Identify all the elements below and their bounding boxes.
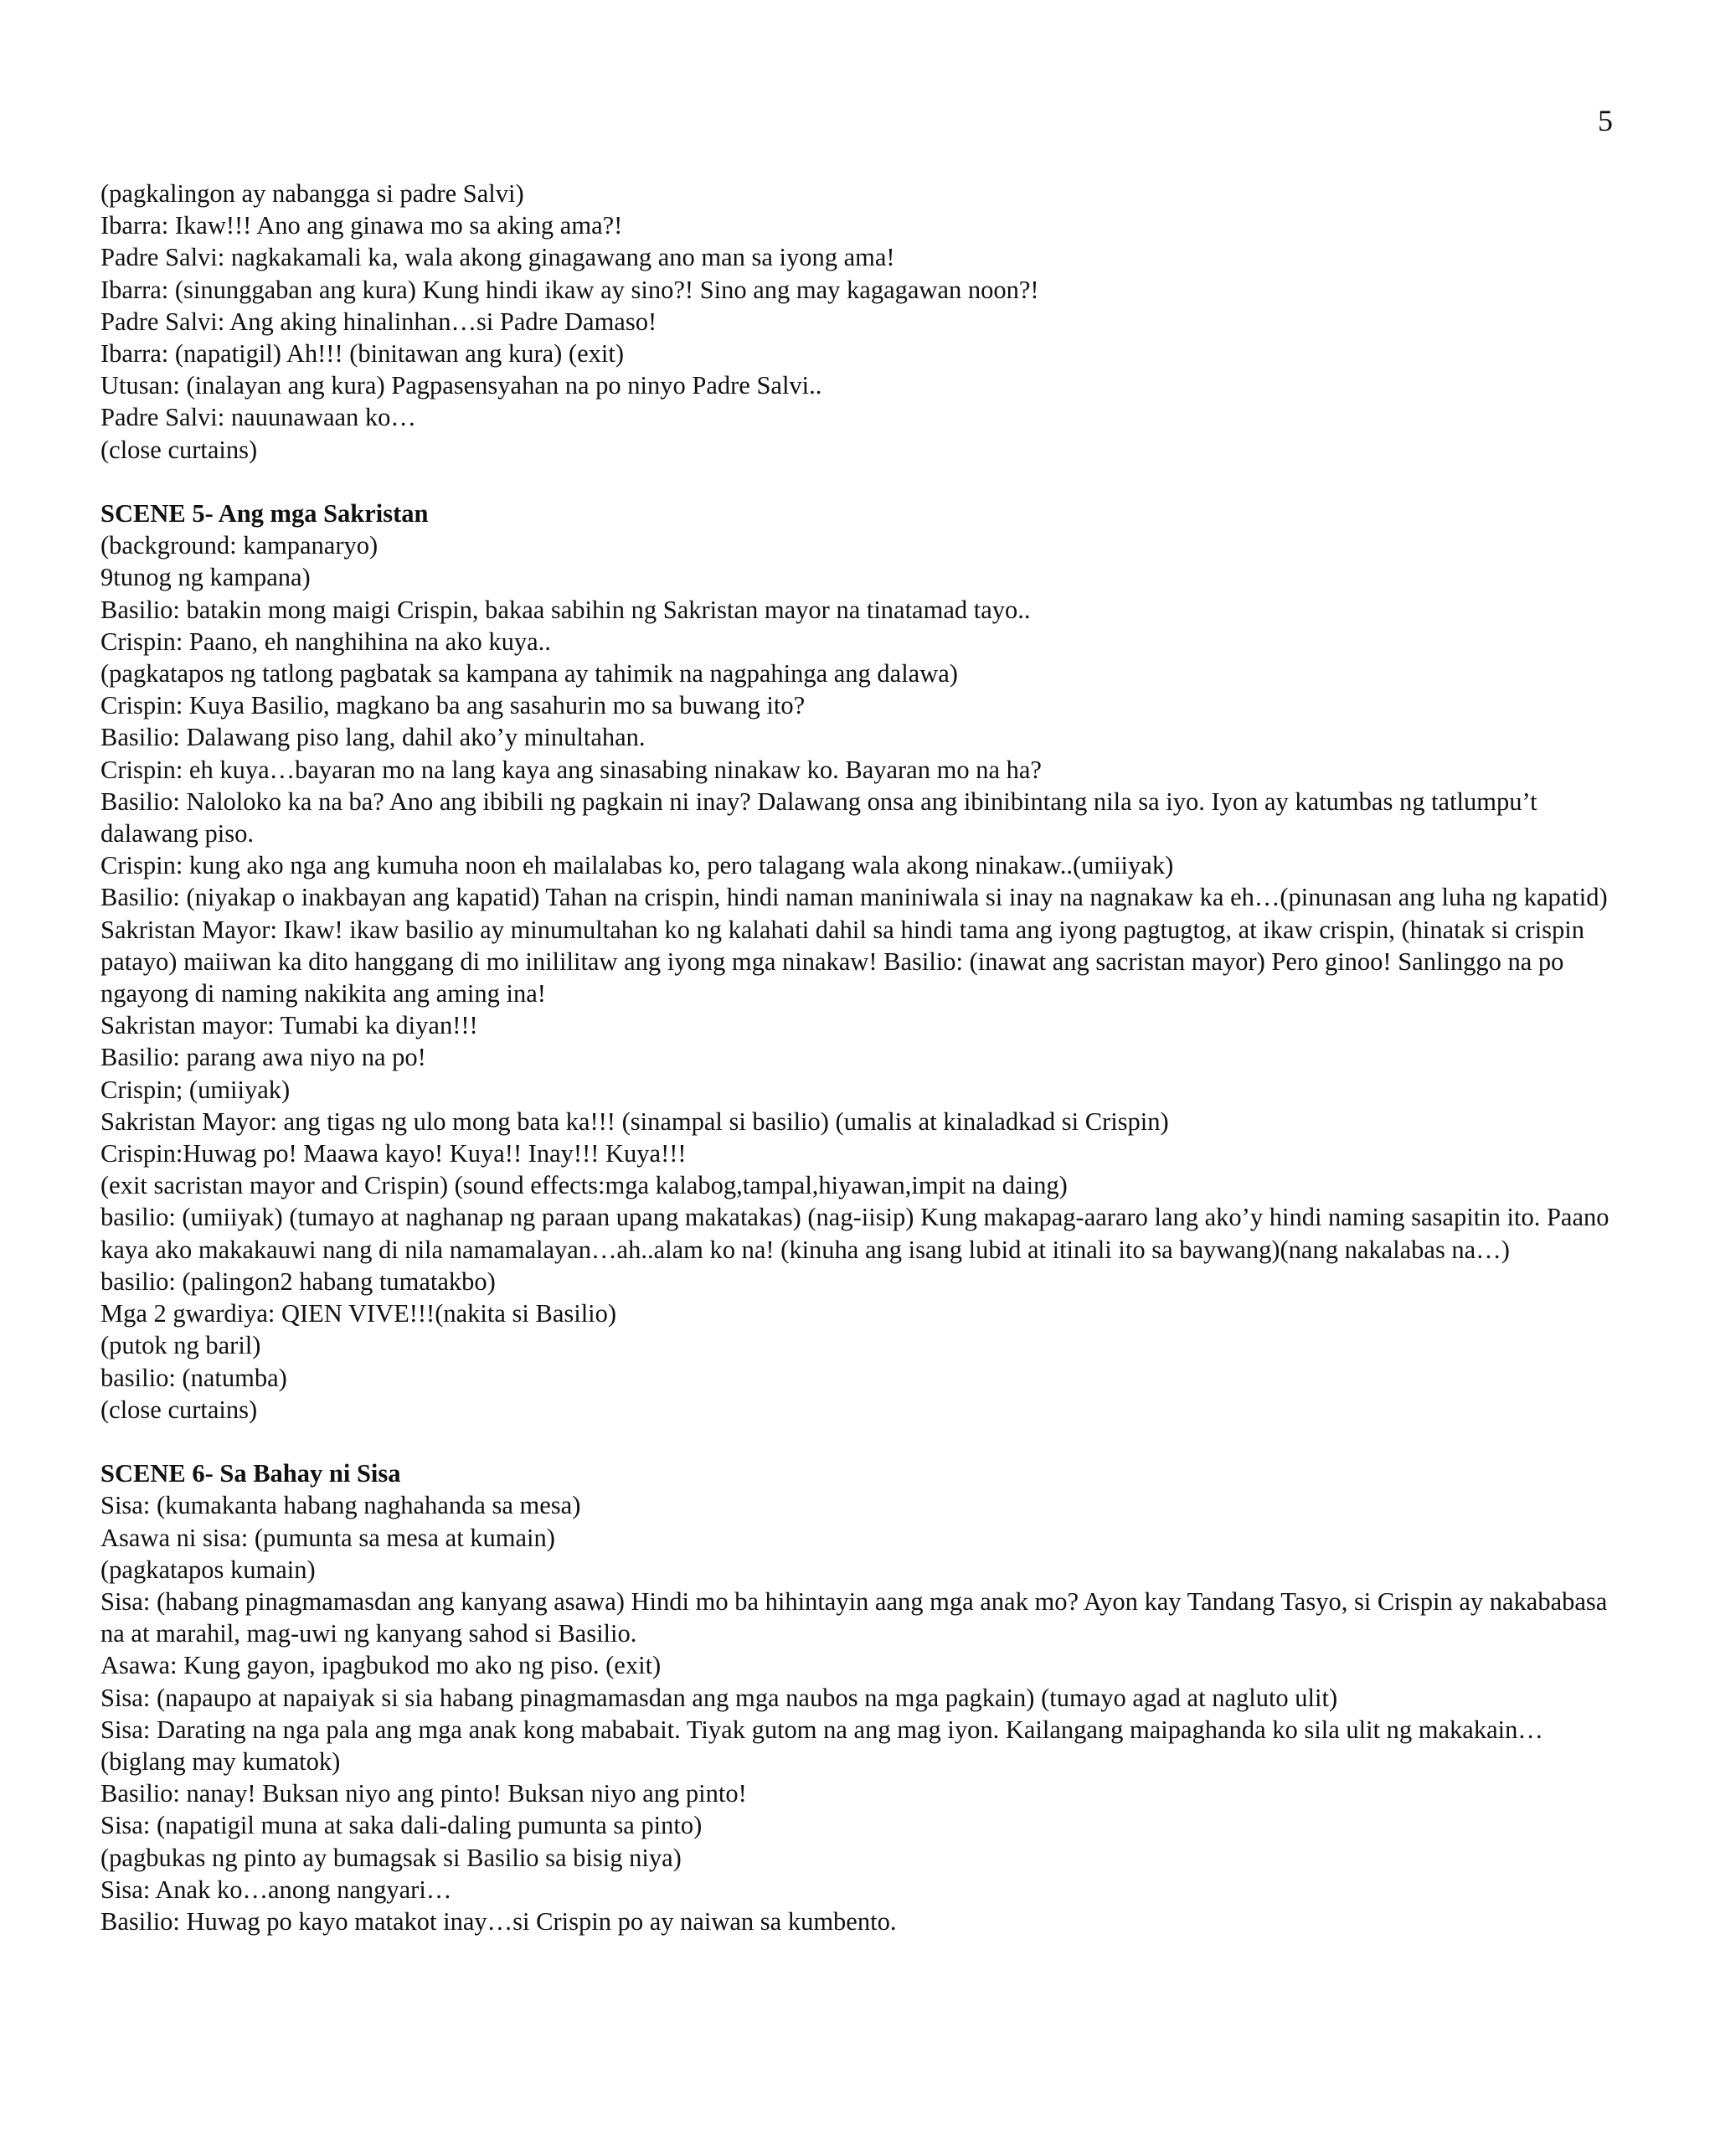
scene-5	[100, 498, 1625, 1426]
stage-direction: (pagkatapos ng tatlong pagbatak sa kampana ay tahimik na nagpahinga ang dalawa)	[100, 659, 958, 689]
dialogue-line: Ibarra: (napatigil) Ah!!! (binitawan ang kura) (exit)	[100, 339, 624, 369]
dialogue-line: Sakristan Mayor: ang tigas ng ulo mong bata ka!!! (sinampal si basilio) (umalis at kinaladkad si Crispin)	[100, 1106, 1169, 1136]
dialogue-line: Basilio: (niyakap o inakbayan ang kapatid) Tahan na crispin, hindi naman maniniwala si inay na nagnakaw ka eh…(pinunasan ang luha ng kapatid)	[100, 883, 1608, 912]
dialogue-line: Asawa: Kung gayon, ipagbukod mo ako ng piso. (exit)	[100, 1651, 662, 1680]
dialogue-line: Ibarra: Ikaw!!! Ano ang ginawa mo sa aking ama?!	[100, 211, 623, 240]
stage-direction: (pagbukas ng pinto ay bumagsak si Basilio sa bisig niya)	[100, 1843, 682, 1872]
dialogue-line: Sisa: Anak ko…anong nangyari…	[100, 1875, 452, 1904]
dialogue-line: Basilio: Huwag po kayo matakot inay…si Crispin po ay naiwan sa kumbento.	[100, 1906, 897, 1936]
dialogue-line: Crispin: kung ako nga ang kumuha noon eh mailalabas ko, pero talagang wala akong ninakaw..(umiiyak)	[100, 851, 1174, 880]
scene-heading: SCENE 6- Sa Bahay ni Sisa	[100, 1459, 401, 1488]
dialogue-line: Crispin: eh kuya…bayaran mo na lang kaya ang sinasabing ninakaw ko. Bayaran mo na ha?	[100, 755, 1042, 784]
dialogue-line: Padre Salvi: nauunawaan ko…	[100, 403, 416, 432]
dialogue-line: Crispin: Kuya Basilio, magkano ba ang sasahurin mo sa buwang ito?	[100, 691, 806, 720]
stage-direction: (biglang may kumatok)	[100, 1746, 341, 1776]
dialogue-line: Crispin; (umiiyak)	[100, 1075, 291, 1104]
dialogue-line: Basilio: batakin mong maigi Crispin, bakaa sabihin ng Sakristan mayor na tinatamad tayo..	[100, 595, 1031, 624]
stage-direction: 9tunog ng kampana)	[100, 563, 311, 592]
dialogue-line: Ibarra: (sinunggaban ang kura) Kung hindi ikaw ay sino?! Sino ang may kagagawan noon?!	[100, 275, 1039, 304]
dialogue-line: Padre Salvi: Ang aking hinalinhan…si Padre Damaso!	[100, 307, 657, 336]
dialogue-line: Sisa: Darating na nga pala ang mga anak kong mababait. Tiyak gutom na ang mag iyon. Kailangang maipaghanda ko sila ulit ng makakain…	[100, 1715, 1543, 1744]
stage-direction: (close curtains)	[100, 1395, 258, 1424]
dialogue-line: Basilio: Dalawang piso lang, dahil ako’y minultahan.	[100, 723, 646, 752]
stage-direction: (putok ng baril)	[100, 1331, 261, 1360]
dialogue-line: Asawa ni sisa: (pumunta sa mesa at kumain)	[100, 1523, 555, 1552]
dialogue-line: Sakristan Mayor: Ikaw! ikaw basilio ay minumultahan ko ng kalahati dahil sa hindi tama ang iyong pagtugtog, at ikaw crispin, (hinatak si crispin patayo) maiiwan ka dito hanggang di mo inililitaw ang iyong mga ninakaw! Basilio: (inawat ang sacristan mayor) Pero ginoo! Sanlinggo na po ngayong di naming nakikita ang aming ina!	[100, 915, 1585, 1008]
dialogue-line: Sisa: (napatigil muna at saka dali-daling pumunta sa pinto)	[100, 1811, 703, 1840]
stage-direction: (background: kampanaryo)	[100, 531, 379, 560]
dialogue-line: Mga 2 gwardiya: QIEN VIVE!!!(nakita si Basilio)	[100, 1299, 617, 1328]
dialogue-line: Basilio: parang awa niyo na po!	[100, 1043, 426, 1072]
stage-direction: (close curtains)	[100, 435, 258, 464]
scene-heading: SCENE 5- Ang mga Sakristan	[100, 499, 429, 529]
paragraph-spacer	[100, 1426, 1625, 1457]
stage-direction: (pagkatapos kumain)	[100, 1555, 316, 1584]
stage-direction: (pagkalingon ay nabangga si padre Salvi)	[100, 179, 524, 208]
dialogue-line: Basilio: nanay! Buksan niyo ang pinto! Buksan niyo ang pinto!	[100, 1779, 747, 1808]
stage-direction: (exit sacristan mayor and Crispin) (sound effects:mga kalabog,tampal,hiyawan,impit na daing)	[100, 1171, 1068, 1200]
dialogue-line: Crispin:Huwag po! Maawa kayo! Kuya!! Inay!!! Kuya!!!	[100, 1139, 687, 1168]
paragraph-spacer	[100, 466, 1625, 498]
dialogue-line: Utusan: (inalayan ang kura) Pagpasensyahan na po ninyo Padre Salvi..	[100, 371, 822, 400]
page-number: 5	[1598, 104, 1613, 137]
dialogue-line: Crispin: Paano, eh nanghihina na ako kuya..	[100, 627, 551, 656]
dialogue-line: basilio: (palingon2 habang tumatakbo)	[100, 1266, 496, 1296]
dialogue-line: Padre Salvi: nagkakamali ka, wala akong ginagawang ano man sa iyong ama!	[100, 243, 895, 272]
dialogue-line: Sisa: (kumakanta habang naghahanda sa mesa)	[100, 1491, 581, 1520]
script-content	[100, 178, 1625, 1937]
dialogue-line: Sakristan mayor: Tumabi ka diyan!!!	[100, 1011, 478, 1040]
dialogue-line: basilio: (umiiyak) (tumayo at naghanap ng paraan upang makatakas) (nag-iisip) Kung makapag-aararo lang ako’y hindi naming sasapitin ito. Paano kaya ako makakauwi nang di nila namamalayan…ah..alam ko na! (kinuha ang isang lubid at itinali ito sa baywang)(nang nakalabas na…)	[100, 1203, 1609, 1264]
dialogue-line: basilio: (natumba)	[100, 1363, 287, 1392]
scene-4-continuation	[100, 178, 1625, 466]
dialogue-line: Basilio: Naloloko ka na ba? Ano ang ibibili ng pagkain ni inay? Dalawang onsa ang ibinibintang nila sa iyo. Iyon ay katumbas ng tatlumpu’t dalawang piso.	[100, 787, 1537, 848]
dialogue-line: Sisa: (napaupo at napaiyak si sia habang pinagmamasdan ang mga naubos na mga pagkain) (tumayo agad at nagluto ulit)	[100, 1683, 1338, 1712]
scene-6	[100, 1457, 1625, 1937]
dialogue-line: Sisa: (habang pinagmamasdan ang kanyang asawa) Hindi mo ba hihintayin aang mga anak mo? Ayon kay Tandang Tasyo, si Crispin ay nakababasa na at marahil, mag-uwi ng kanyang sahod si Basilio.	[100, 1586, 1608, 1648]
